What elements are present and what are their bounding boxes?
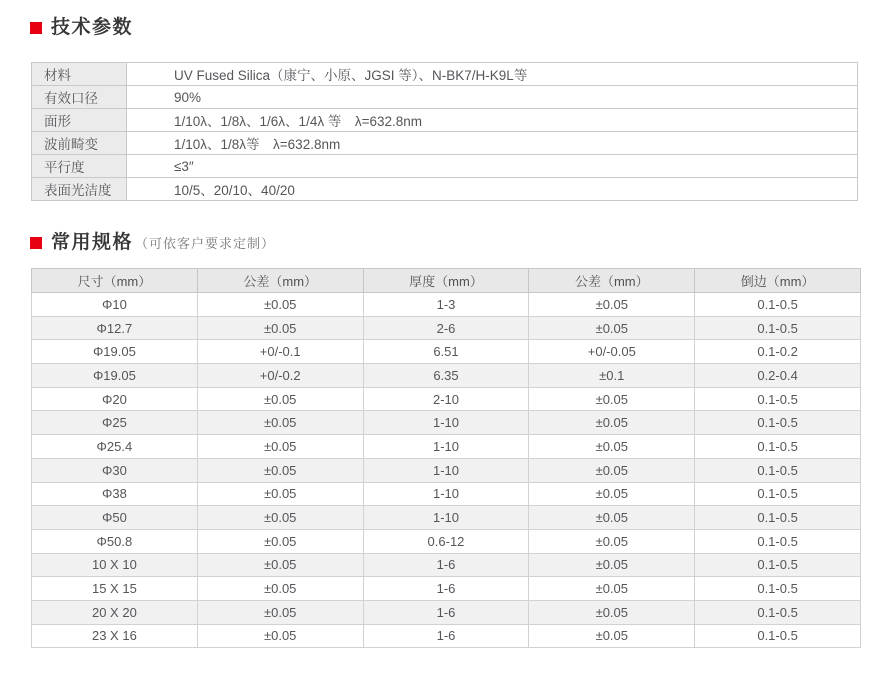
spec-cell: 23 X 16 [32, 624, 198, 648]
spec-row [32, 624, 861, 648]
spec-cell: ±0.05 [529, 411, 695, 435]
spec-cell: 2-6 [363, 316, 529, 340]
tech-param-row [32, 132, 858, 155]
tech-param-label: 平行度 [32, 155, 127, 178]
tech-param-label: 面形 [32, 109, 127, 132]
spec-cell: 0.1-0.5 [695, 600, 861, 624]
spec-cell: ±0.05 [529, 458, 695, 482]
spec-cell: 10 X 10 [32, 553, 198, 577]
spec-cell: ±0.05 [197, 411, 363, 435]
tech-param-label: 有效口径 [32, 86, 127, 109]
spec-cell: ±0.05 [197, 293, 363, 317]
tech-params-title: 技术参数 [51, 17, 134, 38]
spec-row [32, 553, 861, 577]
spec-cell: 1-6 [363, 600, 529, 624]
spec-cell: 20 X 20 [32, 600, 198, 624]
spec-cell: Φ38 [32, 482, 198, 506]
spec-cell: ±0.05 [529, 482, 695, 506]
tech-param-row [32, 63, 858, 86]
tech-param-value: 1/10λ、1/8λ等 λ=632.8nm [127, 132, 858, 155]
spec-cell: 0.1-0.5 [695, 482, 861, 506]
spec-cell: 0.1-0.5 [695, 293, 861, 317]
spec-cell: +0/-0.2 [197, 364, 363, 388]
column-header-tolerance-2: 公差（mm） [529, 269, 695, 293]
tech-param-row [32, 109, 858, 132]
spec-cell: Φ50.8 [32, 529, 198, 553]
spec-row [32, 387, 861, 411]
spec-cell: 1-10 [363, 482, 529, 506]
spec-row [32, 529, 861, 553]
tech-param-label: 表面光洁度 [32, 178, 127, 201]
tech-param-value: 10/5、20/10、40/20 [127, 178, 858, 201]
column-header-bevel: 倒边（mm） [695, 269, 861, 293]
tech-params-header [30, 18, 133, 37]
spec-table-header-row [32, 269, 861, 293]
spec-row [32, 340, 861, 364]
spec-cell: 0.1-0.5 [695, 387, 861, 411]
spec-row [32, 600, 861, 624]
spec-cell: 0.1-0.2 [695, 340, 861, 364]
spec-cell: 0.1-0.5 [695, 529, 861, 553]
spec-row [32, 577, 861, 601]
tech-param-row [32, 86, 858, 109]
spec-cell: ±0.05 [197, 600, 363, 624]
spec-row [32, 506, 861, 530]
spec-cell: 1-10 [363, 411, 529, 435]
spec-cell: 1-6 [363, 577, 529, 601]
tech-param-value: ≤3″ [127, 155, 858, 178]
spec-cell: ±0.05 [197, 506, 363, 530]
spec-cell: Φ19.05 [32, 364, 198, 388]
spec-cell: Φ12.7 [32, 316, 198, 340]
spec-cell: ±0.05 [197, 577, 363, 601]
spec-cell: ±0.05 [529, 293, 695, 317]
spec-cell: 1-6 [363, 624, 529, 648]
spec-cell: Φ19.05 [32, 340, 198, 364]
spec-cell: ±0.05 [197, 529, 363, 553]
spec-cell: 15 X 15 [32, 577, 198, 601]
spec-cell: 0.2-0.4 [695, 364, 861, 388]
spec-cell: ±0.05 [197, 458, 363, 482]
tech-param-value: 1/10λ、1/8λ、1/6λ、1/4λ 等 λ=632.8nm [127, 109, 858, 132]
spec-cell: 1-6 [363, 553, 529, 577]
spec-cell: 0.1-0.5 [695, 435, 861, 459]
spec-cell: Φ25.4 [32, 435, 198, 459]
column-header-size: 尺寸（mm） [32, 269, 198, 293]
spec-cell: ±0.05 [197, 387, 363, 411]
spec-cell: 6.51 [363, 340, 529, 364]
spec-cell: 0.1-0.5 [695, 577, 861, 601]
spec-cell: 1-10 [363, 435, 529, 459]
spec-cell: ±0.05 [529, 529, 695, 553]
spec-table [31, 268, 861, 648]
spec-row [32, 458, 861, 482]
spec-cell: ±0.05 [197, 624, 363, 648]
spec-cell: Φ25 [32, 411, 198, 435]
tech-param-label: 波前畸变 [32, 132, 127, 155]
spec-cell: Φ20 [32, 387, 198, 411]
spec-cell: ±0.05 [529, 577, 695, 601]
spec-section-note: （可依客户要求定制） [135, 236, 276, 251]
tech-params-table-body [32, 63, 858, 201]
tech-param-row [32, 155, 858, 178]
spec-cell: ±0.05 [529, 624, 695, 648]
spec-row [32, 411, 861, 435]
tech-param-label: 材料 [32, 63, 127, 86]
spec-section-header [30, 233, 275, 252]
spec-cell: 0.6-12 [363, 529, 529, 553]
column-header-tolerance-1: 公差（mm） [197, 269, 363, 293]
spec-cell: ±0.05 [529, 600, 695, 624]
spec-cell: 0.1-0.5 [695, 506, 861, 530]
spec-table-body [32, 293, 861, 648]
spec-cell: ±0.05 [529, 316, 695, 340]
spec-cell: 1-3 [363, 293, 529, 317]
spec-cell: 6.35 [363, 364, 529, 388]
spec-cell: 0.1-0.5 [695, 316, 861, 340]
spec-row [32, 293, 861, 317]
spec-cell: ±0.05 [197, 553, 363, 577]
tech-params-table [31, 62, 858, 201]
spec-row [32, 316, 861, 340]
spec-cell: 2-10 [363, 387, 529, 411]
spec-cell: +0/-0.1 [197, 340, 363, 364]
spec-cell: ±0.05 [197, 482, 363, 506]
spec-cell: +0/-0.05 [529, 340, 695, 364]
spec-cell: Φ30 [32, 458, 198, 482]
spec-cell: ±0.05 [197, 316, 363, 340]
spec-cell: 0.1-0.5 [695, 624, 861, 648]
spec-row [32, 482, 861, 506]
spec-cell: 1-10 [363, 458, 529, 482]
tech-param-row [32, 178, 858, 201]
spec-row [32, 435, 861, 459]
red-square-bullet-icon [30, 22, 42, 34]
spec-cell: 0.1-0.5 [695, 553, 861, 577]
spec-cell: 1-10 [363, 506, 529, 530]
spec-section-title: 常用规格 [51, 232, 134, 253]
spec-cell: 0.1-0.5 [695, 411, 861, 435]
spec-row [32, 364, 861, 388]
spec-cell: ±0.05 [529, 506, 695, 530]
spec-cell: ±0.05 [197, 435, 363, 459]
red-square-bullet-icon [30, 237, 42, 249]
spec-cell: ±0.1 [529, 364, 695, 388]
spec-cell: ±0.05 [529, 387, 695, 411]
spec-cell: ±0.05 [529, 435, 695, 459]
column-header-thickness: 厚度（mm） [363, 269, 529, 293]
spec-cell: 0.1-0.5 [695, 458, 861, 482]
tech-param-value: UV Fused Silica（康宁、小原、JGSI 等）、N-BK7/H-K9L等 [127, 63, 858, 86]
spec-cell: ±0.05 [529, 553, 695, 577]
spec-cell: Φ10 [32, 293, 198, 317]
spec-cell: Φ50 [32, 506, 198, 530]
tech-param-value: 90% [127, 86, 858, 109]
